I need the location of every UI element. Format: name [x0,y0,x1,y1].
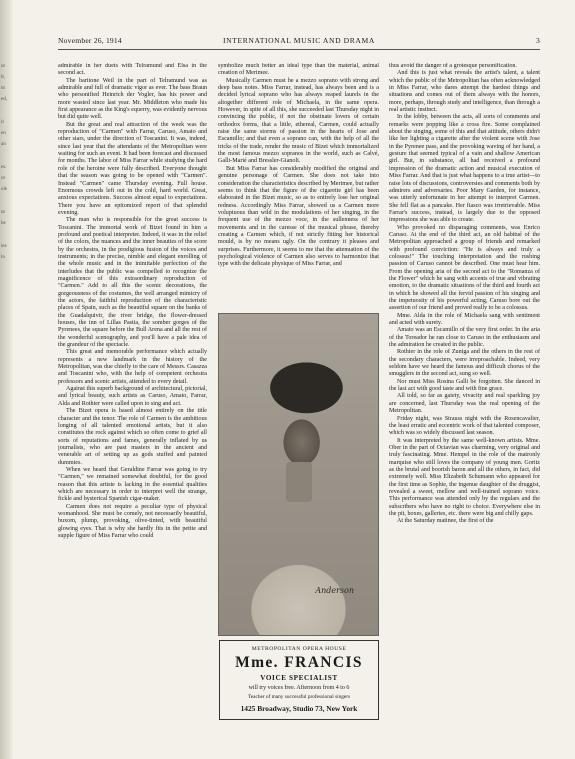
ad-name: Mme. FRANCIS [235,654,363,671]
gutter-fragment: ole [1,187,8,192]
gutter-fragment: ir [1,120,5,125]
paragraph: Friday night, was Strauss night with the Rosencavalier, the least erratic and eccentric work of that talented composer, which was so widely discussed last season. [389,415,540,437]
article-column-3 [389,63,540,753]
gutter-fragment: or [1,176,6,181]
paragraph: All told, so far as gaiety, vivacity and real sparkling joy are concerned, last Thursday was the real opening of the Metropolitan. [389,393,540,415]
paragraph: Carmen does not require a peculiar type of physical womanhood. She must be comely, not necessarily beautiful, buxom, plump, provoking, olive-tinted, with beautiful glowing eyes. That is why she hardly fits in the petite and supple figure of Miss Farrar who could [58,503,207,539]
page-header [58,36,540,48]
ad-address: 1425 Broadway, Studio 73, New York [240,704,358,713]
gutter-fragment: en [1,131,6,136]
advertisement-box [219,640,379,720]
gutter-fragment: ies [1,244,7,249]
paragraph: In the lobby, between the acts, all sorts of comments and remarks were popping like a cross fire. Some complained about the singing, some of this and that attitude, others didn't like her lighting a cigarette after the violent scene with Jose in the Pyrenee pass, and the provoking waving of her hand, a gesture that seemed typical of a vain and shallow American girl. But, in substance, all had received a profound impression of the dramatic action and musical execution of Miss Farrar. And that is just what happens to a true artist—to raise lots of discussions, controversies and comments both by admirers and adversaries. Poor Mary Garden, for instance, was utterly unfortunate in her attempt to interpret Carmen. She fell flat as a pancake. Her fiasco was irretrievable. Miss Farrar's success, instead, is largely due to the opposed impressions she was able to create. [389,114,540,224]
gutter-fragment: an [1,142,6,147]
gutter-fragment: lt, [1,75,6,80]
paragraph: admirable in her duets with Telramund and Elsa in the second act. [58,63,207,77]
paragraph: Mme. Alda in the role of Michaela sang with sentiment and acted with surety. [389,312,540,327]
portrait-photo [218,313,379,636]
header-rule [58,49,540,50]
ad-teacher: Teacher of many successful professional singers [247,694,351,700]
publication-title: INTERNATIONAL MUSIC AND DRAMA [223,36,375,45]
paragraph: Rothier in the role of Zuniga and the others in the rest of the secondary characters, were irreproachable. Indeed, very seldom have we heard the famous and difficult chorus of the smugglers in the second act, sung so well. [389,349,540,378]
gutter-fragment: he [1,221,6,226]
binding-gutter [0,0,13,759]
paragraph: But the great and real attraction of the week was the reproduction of "Carmen" with Farrar, Caruso, Amato and other stars, under the direction of Toscanini. It was, indeed, since last year that the attendants of the Metropolitan were waiting for such an event. It had been forecast and discussed for months. The labor of Miss Farrar while studying the hard role of the heroine were fully described. Everyone thought that the season was going to be opened with "Carmen". Instead "Carmen" came Thursday evening. Full house. Enormous crowds left out in the cold, hard world. Great, anxious expectations. Success almost equal to expectations. There you have an epitomized report of that splendid evening. [58,121,207,216]
paragraph: It was interpreted by the same well-known artists. Mme. Ober in the part of Octavian was charming, very original and truly fascinating. Mme. Hempel in the role of the matronly marquise who still loves the company of young men. Goritz as the brutal and boorish baron and all the others, in fact, did extremely well. Miss Elizabeth Schumann who appeared for the first time as Sophie, the ingenue daughter of the druggist, revealed a sweet, mellow and well-trained soprano voice. This performance was attended only by the regulars and the subscribers who have no right to choice. Everywhere else in the pit, boxes, galleries, etc. there were big and chilly gaps. [389,437,540,517]
article-column-1 [58,63,207,753]
paragraph: The Bizet opera is based almost entirely on the title character and the tenor. The role of Carmen is the ambitious longing of all talented emotional artists, but it also constitutes the rock against which so often come to grief all sorts of reputations and fames, generally inflated by us journalists, who are past masters in the ancient and venerable art of setting up as gods stuffed and painted dummies. [58,408,207,466]
ad-venue: METROPOLITAN OPERA HOUSE [251,646,347,652]
page-number: 3 [536,36,540,45]
paragraph: And this is just what reveals the artist's talent, a talent which the public of the Metropolitan has often acknowledged in Miss Farrar, who dares attempt the hardest things and situations and comes out of them always with the honors, more, perhaps, through study and intelligence, than through a real artistic instinct. [389,70,540,114]
paragraph: Amato was an Escamillo of the very first order. In the aria of the Toreador he ran close to Caruso in the enthusiasm and the admiration he created in the public. [389,327,540,349]
paragraph: This great and memorable performance which actually represents a new landmark in the history of the Metropolitan, was due chiefly to the care of Messrs. Casazza and Toscanini who, with the help of competent orchestra professors and scenic artists, attended to every detail. [58,349,207,385]
gutter-fragment: es. [1,165,7,170]
paragraph: Who provoked no disparaging comments, was Enrico Caruso. At the end of the third act, an old habitué of the Metropolitan approached a group of friends and remarked with profound conviction: "He is always and truly a colossus!" The touching interpretation and the rushing passion of Caruso cannot be described. One must hear him. From the opening aria of the second act to the "Romanza of the Flower" which he sang with accents of true and vibrating emotion, to the dramatic situations of the third and fourth act in which he showed all the fervid passion of his singing and the impetuosity of his powerful acting, Caruso bore out the assertion of our friend and proved really to be a colossus. [389,224,540,312]
gutter-fragment: ed, [1,97,7,102]
paragraph: symbolize much better an ideal type than the material, animal creation of Merimee. [218,63,379,77]
paragraph: Against this superb background of architectural, pictorial, and lyrical beauty, such artists as Caruso, Amato, Farrar, Alda and Rothier were called upon to sing and act. [58,386,207,407]
gutter-fragment: ln [1,255,5,260]
paragraph: Nor must Miss Rosina Galli be forgotten. She danced in the last act with good taste and with fine grace. [389,378,540,393]
paragraph: thus avoid the danger of a grotesque personification. [389,63,517,69]
ad-title: VOICE SPECIALIST [260,674,338,682]
paragraph: But Miss Farrar has considerably modified the original and genuine personage of Carmen. She does not take into consideration the characteristics described by Merimee, but rather seems to think that the figure of the cigarette girl has been elaborated in the Bizet music, so as to entirely lose her original redness. Accordingly Miss Farrar, showed us a Carmen more voluptuous than wild in the modulations of her singing, in the frequent use of the mezzo voce, in the sullenness of her movements and in the caresse of the musical phrase, thereby creating a Carmen which, if not strictly fitting her historical mould, is by no means ugly. On the contrary it pleases and surprises. Furthermore, it seems to me that the attenuation of the psychological violence of Carmen also serves to harmonize that type with the delicate physique of Miss Farrar, and [218,165,379,268]
paragraph: The man who is responsible for the great success is Toscanini. The immortal work of Bizet found in him a profound and poetical interpreter. Indeed, it was in the relief of the colors, the nuances and the inner beauties of the score by the orchestra, in the prodigious fusion of the voices and instruments; in the precise, nimble and elegant enrolling of the whole music and in the inimitable perfection of the interludes that the public was compelled to recognize the magnificence of this extraordinary reproduction of "Carmen." Add to all this the scenic decorations, the gorgeousness of the costumes, the well arranged mimicry of the actors, the faithful reproduction of the characteristic places of Spain, such as the beautiful square on the banks of the Guadalquivir, the river bridge, the flower-dressed houses, the inn of Lillas Pastia, the somber gorges of the Pyrenees, the square before the Bull Arena and all the rest of the wonderful scenography, and you'll have a pale idea of the grandeur of the spectacle. [58,217,207,349]
paragraph: Musically Carmen must be a mezzo soprano with strong and deep bass notes. Miss Farrar, instead, has always been and is a decided lyrical soprano who has always reaped laurels in the altogether different role of Michaela, in the same opera. However, in spite of all this, she succeeded last Thursday night in convincing the public, if not the obstinate lovers of certain orthodox forms, that a little, ethereal, Carmen, could actually raise the same storms of passion in the hearts of Jose and Escamillo; and that even a soprano can, with the help of all the tricks of the trade, render the music of Bizet which immortalized the most famous mezzo sopranos in the world, such as Calvé, Galli-Marié and Bressler-Gianoli. [218,77,379,165]
gutter-fragment: ut [1,64,5,69]
ad-tryout: will try voices free. Afternoon from 4 to 6 [248,685,350,691]
gutter-fragment: nt [1,210,5,215]
paragraph: The baritone Weil in the part of Telramund was as admirable and full of dramatic vigor as ever. The bass Braun who personified Heinrich der Vogler, has his power and more wasted since last year. Mr. Middleton who made his first appearance as the King's equerry, was evidently nervous but did quite well. [58,77,207,121]
article-column-2 [218,63,379,303]
photographer-signature: Anderson [315,586,354,595]
issue-date: November 26, 1914 [58,36,122,45]
gutter-fragment: nt [1,86,5,91]
portrait-figure [286,462,312,502]
paragraph: When we heard that Geraldine Farrar was going to try "Carmen," we remained somewhat doubtful, for the good reason that this artiste is lacking in the essential qualities which are necessary in order to interpret well the strange, fickle and hysterical Spanish cigar-maker. [58,466,207,503]
paragraph: At the Saturday matinee, the first of the [397,518,494,525]
